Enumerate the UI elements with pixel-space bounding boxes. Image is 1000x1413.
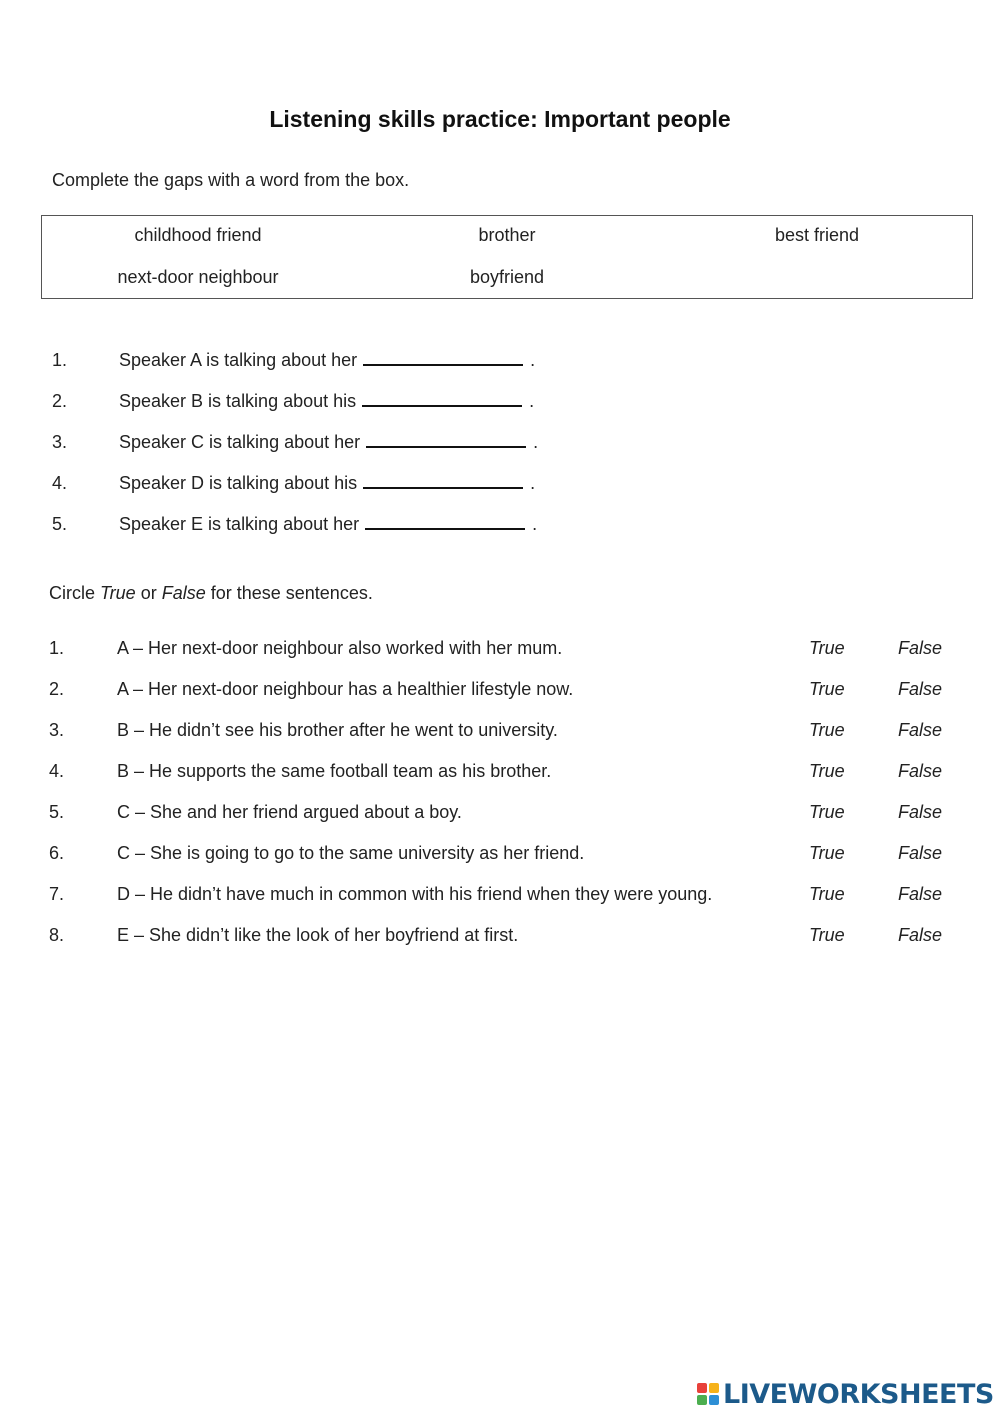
true-false-instruction — [49, 583, 373, 604]
true-option[interactable]: True — [809, 884, 845, 904]
false-option[interactable]: False — [898, 843, 943, 863]
true-false-item — [0, 843, 1000, 867]
word-option: childhood friend — [134, 225, 262, 245]
statement-text: B – He didn’t see his brother after he went to university. — [117, 720, 558, 740]
item-text: Speaker C is talking about her — [119, 432, 361, 452]
item-number: 8. — [49, 925, 65, 945]
item-number: 6. — [49, 843, 65, 863]
logo-text: LIVEWORKSHEETS — [723, 1378, 994, 1410]
instruction-text: or — [135, 583, 162, 603]
gap-fill-instruction: Complete the gaps with a word from the box. — [52, 170, 410, 190]
item-number: 3. — [52, 432, 68, 452]
true-false-item — [0, 761, 1000, 785]
true-option[interactable]: True — [809, 925, 845, 945]
liveworksheets-logo — [697, 1378, 994, 1410]
true-false-item — [0, 720, 1000, 744]
true-option[interactable]: True — [809, 638, 845, 658]
answer-blank[interactable] — [363, 350, 523, 366]
true-false-item — [0, 802, 1000, 826]
true-false-item — [0, 925, 1000, 949]
logo-icon — [697, 1383, 719, 1405]
item-number: 7. — [49, 884, 65, 904]
end-mark: . — [530, 473, 536, 493]
item-number: 1. — [52, 350, 68, 370]
word-option: boyfriend — [469, 267, 545, 287]
true-false-item — [0, 679, 1000, 703]
statement-text: B – He supports the same football team as his brother. — [117, 761, 552, 781]
item-number: 3. — [49, 720, 65, 740]
statement-text: A – Her next-door neighbour also worked with her mum. — [117, 638, 563, 658]
item-text: Speaker A is talking about her — [119, 350, 358, 370]
item-text: Speaker D is talking about his — [119, 473, 358, 493]
true-false-item — [0, 638, 1000, 662]
word-option: best friend — [774, 225, 860, 245]
false-option[interactable]: False — [898, 761, 943, 781]
statement-text: A – Her next-door neighbour has a healthier lifestyle now. — [117, 679, 574, 699]
item-number: 4. — [49, 761, 65, 781]
false-option[interactable]: False — [898, 802, 943, 822]
answer-blank[interactable] — [362, 391, 522, 407]
page-title: Listening skills practice: Important people — [269, 106, 731, 132]
item-number: 2. — [49, 679, 65, 699]
false-option[interactable]: False — [898, 925, 943, 945]
false-option[interactable]: False — [898, 638, 943, 658]
item-number: 4. — [52, 473, 68, 493]
end-mark: . — [533, 432, 539, 452]
answer-blank[interactable] — [366, 432, 526, 448]
true-option[interactable]: True — [809, 843, 845, 863]
item-text: Speaker E is talking about her — [119, 514, 360, 534]
true-option[interactable]: True — [809, 720, 845, 740]
true-option[interactable]: True — [809, 802, 845, 822]
false-option[interactable]: False — [898, 720, 943, 740]
true-option[interactable]: True — [809, 679, 845, 699]
statement-text: C – She and her friend argued about a boy. — [117, 802, 462, 822]
answer-blank[interactable] — [363, 473, 523, 489]
word-option: brother — [478, 225, 536, 245]
item-number: 2. — [52, 391, 68, 411]
false-option[interactable]: False — [898, 679, 943, 699]
answer-blank[interactable] — [365, 514, 525, 530]
instruction-text: for these sentences. — [205, 583, 373, 603]
item-number: 5. — [49, 802, 65, 822]
item-text: Speaker B is talking about his — [119, 391, 357, 411]
end-mark: . — [530, 350, 536, 370]
false-option[interactable]: False — [898, 884, 943, 904]
end-mark: . — [529, 391, 535, 411]
statement-text: C – She is going to go to the same university as her friend. — [117, 843, 585, 863]
end-mark: . — [532, 514, 538, 534]
true-option[interactable]: True — [809, 761, 845, 781]
instruction-false-word: False — [161, 583, 206, 603]
instruction-true-word: True — [100, 583, 136, 603]
item-number: 5. — [52, 514, 68, 534]
true-false-item — [0, 884, 1000, 908]
word-box — [41, 215, 973, 299]
word-option: next-door neighbour — [117, 267, 279, 287]
item-number: 1. — [49, 638, 65, 658]
instruction-text: Circle — [49, 583, 101, 603]
statement-text: D – He didn’t have much in common with his friend when they were young. — [117, 884, 713, 904]
statement-text: E – She didn’t like the look of her boyfriend at first. — [117, 925, 519, 945]
